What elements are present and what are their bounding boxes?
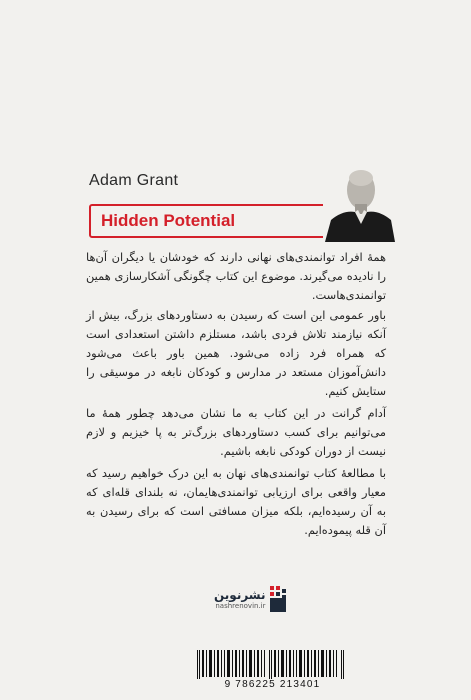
- book-title-box: [89, 204, 329, 238]
- publisher-logo-icon: [270, 586, 290, 612]
- barcode: [195, 650, 350, 690]
- barcode-number: 9 786225 213401: [224, 679, 321, 690]
- blurb-paragraph-4: با مطالعهٔ کتاب توانمندی‌های نهان به این درک خواهیم رسید که معیار واقعی برای ارزیابی توانمندی‌هایمان، نه بلندای قله‌ای که به آن رسیده‌ایم، بلکه میزان مسافتی است که برای رسیدن به آن قله پیموده‌ایم.: [86, 466, 386, 537]
- book-title: Hidden Potential: [101, 211, 236, 230]
- author-portrait: [323, 160, 395, 242]
- blurb-paragraph-3: آدام گرانت در این کتاب به ما نشان می‌دهد چطور همهٔ ما می‌توانیم برای کسب دستاوردهای بزرگ‌تر به پا خیزیم و لازم نیست از دوران کودکی نابغه باشیم.: [86, 406, 386, 458]
- publisher-logo: [214, 586, 290, 612]
- publisher-name: نشرنوین: [214, 587, 266, 602]
- barcode-bars: [195, 650, 350, 679]
- author-name: Adam Grant: [89, 172, 179, 189]
- blurb-paragraph-1: همهٔ افراد توانمندی‌های نهانی دارند که خودشان یا دیگران آن‌ها را نادیده می‌گیرند. موضوع این کتاب چگونگی آشکارسازی همین توانمندی‌هاست.: [86, 250, 386, 302]
- publisher-url: nashrenovin.ir: [215, 601, 266, 610]
- blurb-paragraph-2: باور عمومی این است که رسیدن به دستاوردهای بزرگ، بیش از آنکه نیازمند تلاش فردی باشد، مستلزم داشتن استعدادی است که همراه فرد زاده می‌شود. همین باور باعث می‌شود دانش‌آموزان مستعد در مدارس و کودکان نابغه در موسیقی را ستایش کنیم.: [86, 308, 386, 398]
